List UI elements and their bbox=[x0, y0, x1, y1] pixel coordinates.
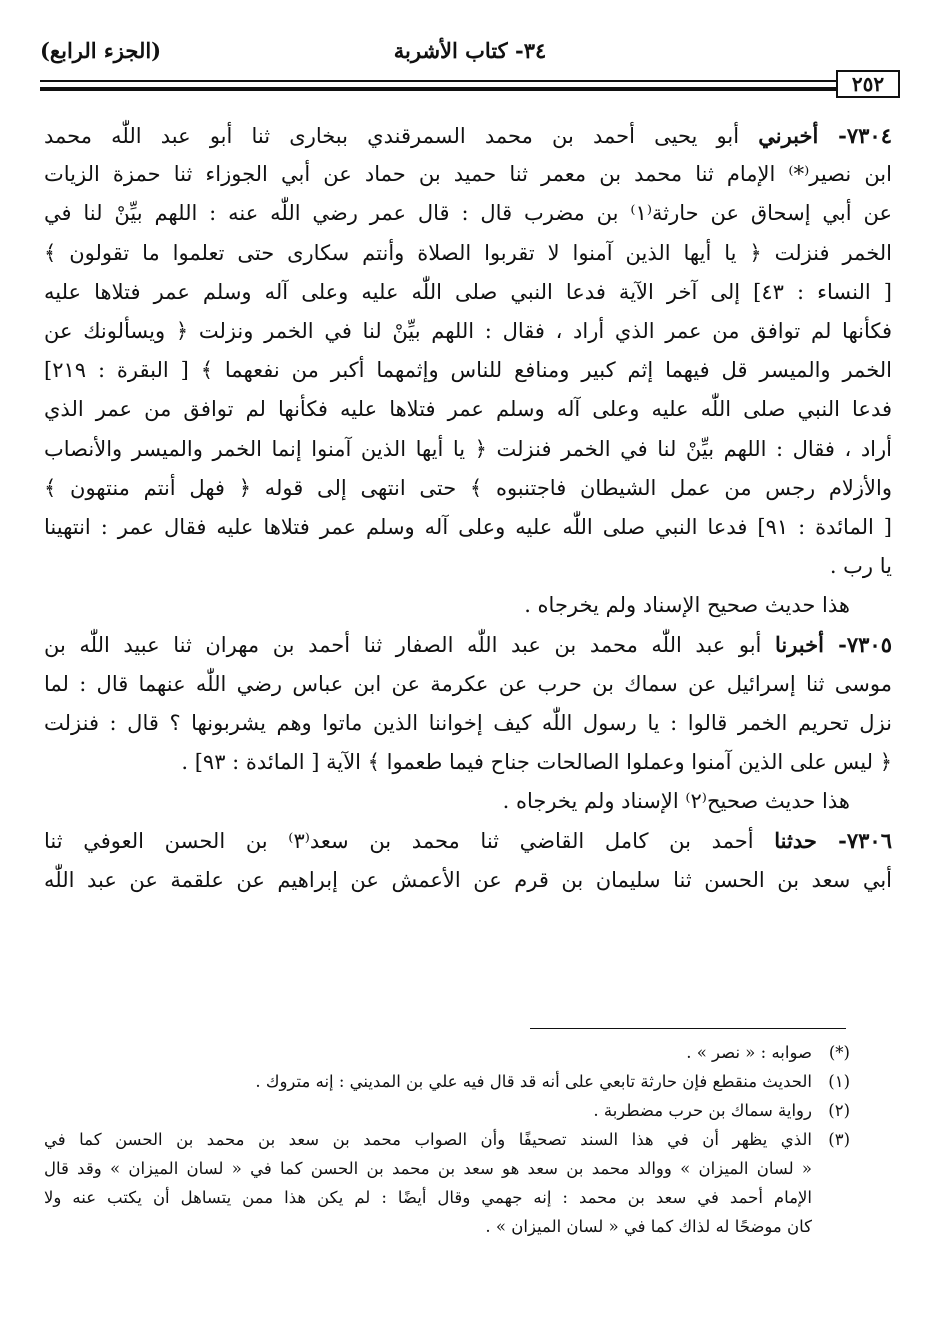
volume-label: (الجزء الرابع) bbox=[40, 38, 162, 63]
hadith-line: ٧٣٠٥- أخبرنا أبو عبد اللّٰه محمد بن عبد اللّٰه الصفار ثنا أحمد بن مهران ثنا عبيد اللّٰه بن bbox=[44, 632, 892, 658]
hadith-line: ﴿ ليس على الذين آمنوا وعملوا الصالحات جناح فيما طعموا ﴾ الآية [ المائدة : ٩٣] . bbox=[181, 750, 892, 774]
hadith-line: فدعا النبي صلى اللّٰه عليه وعلى آله وسلم عمر فتلاها عليه فكأنها لم توافق من عمر الذي bbox=[44, 397, 892, 422]
hadith-line: الخمر فنزلت ﴿ يا أيها الذين آمنوا لا تقربوا الصلاة وأنتم سكارى حتى تعلموا ما تقولون ﴾ bbox=[44, 240, 892, 265]
page-number: ٢٥٢ bbox=[836, 70, 900, 98]
footnote-text: الحديث منقطع فإن حارثة تابعي على أنه قد قال فيه علي بن المديني : إنه متروك . bbox=[255, 1072, 812, 1091]
hadith-line: ٧٣٠٦- حدثنا أحمد بن كامل القاضي ثنا محمد بن سعد⁽٣⁾ بن الحسن العوفي ثنا bbox=[44, 828, 892, 854]
footnote-continuation: كان موضحًا له لذاك كما في « لسان الميزان » . bbox=[485, 1217, 812, 1236]
footnote-separator bbox=[530, 1028, 846, 1029]
line-text: أبو عبد اللّٰه محمد بن عبد اللّٰه الصفار ثنا أحمد بن مهران ثنا عبيد اللّٰه بن bbox=[44, 633, 775, 658]
hadith-line: يا رب . bbox=[829, 554, 892, 579]
hadith-line: والأزلام رجس من عمل الشيطان فاجتنبوه ﴾ حتى انتهى إلى قوله ﴿ فهل أنتم منتهون ﴾ bbox=[44, 475, 892, 500]
footnote-text: رواية سماك بن حرب مضطربة . bbox=[593, 1101, 812, 1120]
footnote-marker: (٢) bbox=[828, 1101, 850, 1120]
line-text: أحمد بن كامل القاضي ثنا محمد بن سعد⁽٣⁾ بن الحسن العوفي ثنا bbox=[44, 829, 775, 854]
footnotes bbox=[44, 1038, 850, 1241]
hadith-line: ابن نصير⁽*⁾ الإمام ثنا محمد بن معمر ثنا حميد بن حماد عن أبي الجوزاء ثنا حمزة الزيات bbox=[44, 162, 892, 187]
hadith-line: موسى ثنا إسرائيل عن سماك بن حرب عن عكرمة عن ابن عباس رضي اللّٰه عنهما قال : لما bbox=[44, 671, 892, 696]
hadith-line: عن أبي إسحاق عن حارثة⁽١⁾ بن مضرب قال : قال عمر رضي اللّٰه عنه : اللهم بيِّنْ لنا في bbox=[44, 201, 892, 226]
hadith-line: أبي سعد بن الحسن ثنا سليمان بن قرم عن الأعمش عن إبراهيم عن علقمة عن عبد اللّٰه bbox=[44, 867, 892, 892]
footnote-text: الذي يظهر أن في هذا السند تصحيفًا وأن الصواب محمد بن سعد بن محمد بن الحسن كما في bbox=[44, 1130, 812, 1149]
hadith-number: ٧٣٠٤ bbox=[846, 123, 892, 148]
hadith-line: فكأنها لم توافق من عمر الذي أراد ، فقال : اللهم بيِّنْ لنا في الخمر ونزلت ﴿ ويسألونك عن bbox=[44, 318, 892, 343]
line-text: أبو يحيى أحمد بن محمد السمرقندي ببخارى ثنا أبو عبد اللّٰه محمد bbox=[44, 124, 759, 148]
narration-lead: أخبرنا bbox=[774, 632, 824, 658]
footnote bbox=[44, 1067, 850, 1096]
footnote bbox=[44, 1096, 850, 1125]
footnote-marker: (٣) bbox=[828, 1130, 850, 1149]
hadith-grading: هذا حديث صحيح الإسناد ولم يخرجاه . bbox=[524, 593, 850, 618]
hadith-line: أراد ، فقال : اللهم بيِّنْ لنا في الخمر فنزلت ﴿ يا أيها الذين آمنوا إنما الخمر والميسر والأنصاب bbox=[44, 436, 892, 461]
narration-lead: حدثنا bbox=[774, 828, 817, 854]
narration-lead: أخبرني bbox=[758, 123, 819, 148]
hadith-grading: هذا حديث صحيح⁽٢⁾ الإسناد ولم يخرجاه . bbox=[502, 789, 850, 814]
hadith-line: نزل تحريم الخمر قالوا : يا رسول اللّٰه كيف إخواننا الذين ماتوا وهم يشربونها ؟ قال : فنزلت bbox=[44, 710, 892, 735]
hadith-line: [ المائدة : ٩١] فدعا النبي صلى اللّٰه عليه وعلى آله وسلم عمر فتلاها عليه فقال عمر : انتهينا bbox=[44, 514, 892, 539]
hadith-line: [ النساء : ٤٣] إلى آخر الآية فدعا النبي صلى اللّٰه عليه وعلى آله وسلم عمر فتلاها عليه bbox=[44, 279, 892, 304]
footnote-marker: (١) bbox=[828, 1072, 850, 1091]
footnote-continuation: الإمام أحمد في سعد بن محمد : إنه جهمي وقال أيضًا : لم يكن هذا ممن يتساهل أن يكتب عنه ولا bbox=[44, 1188, 812, 1207]
footnote-text: صوابه : « نصر » . bbox=[686, 1043, 812, 1062]
header-rule-thick bbox=[40, 87, 836, 91]
footnote bbox=[44, 1038, 850, 1067]
hadith-line: الخمر والميسر قل فيهما إثم كبير ومنافع للناس وإثمهما أكبر من نفعهما ﴾ [ البقرة : ٢١٩] bbox=[44, 358, 892, 383]
running-title: ٣٤- كتاب الأشربة bbox=[393, 38, 547, 63]
footnote bbox=[44, 1125, 850, 1154]
page-body bbox=[44, 116, 892, 900]
hadith-line: ٧٣٠٤- أخبرني أبو يحيى أحمد بن محمد السمرقندي ببخارى ثنا أبو عبد اللّٰه محمد bbox=[44, 123, 892, 148]
footnote-marker: (*) bbox=[828, 1043, 850, 1062]
header-rule-thin bbox=[40, 80, 836, 82]
hadith-number: ٧٣٠٥ bbox=[846, 632, 892, 658]
hadith-number: ٧٣٠٦ bbox=[846, 828, 892, 854]
footnote-continuation: « لسان الميزان » ووالد محمد بن سعد هو سعد بن محمد بن الحسن كما في « لسان الميزان » وقد قال bbox=[44, 1159, 812, 1178]
